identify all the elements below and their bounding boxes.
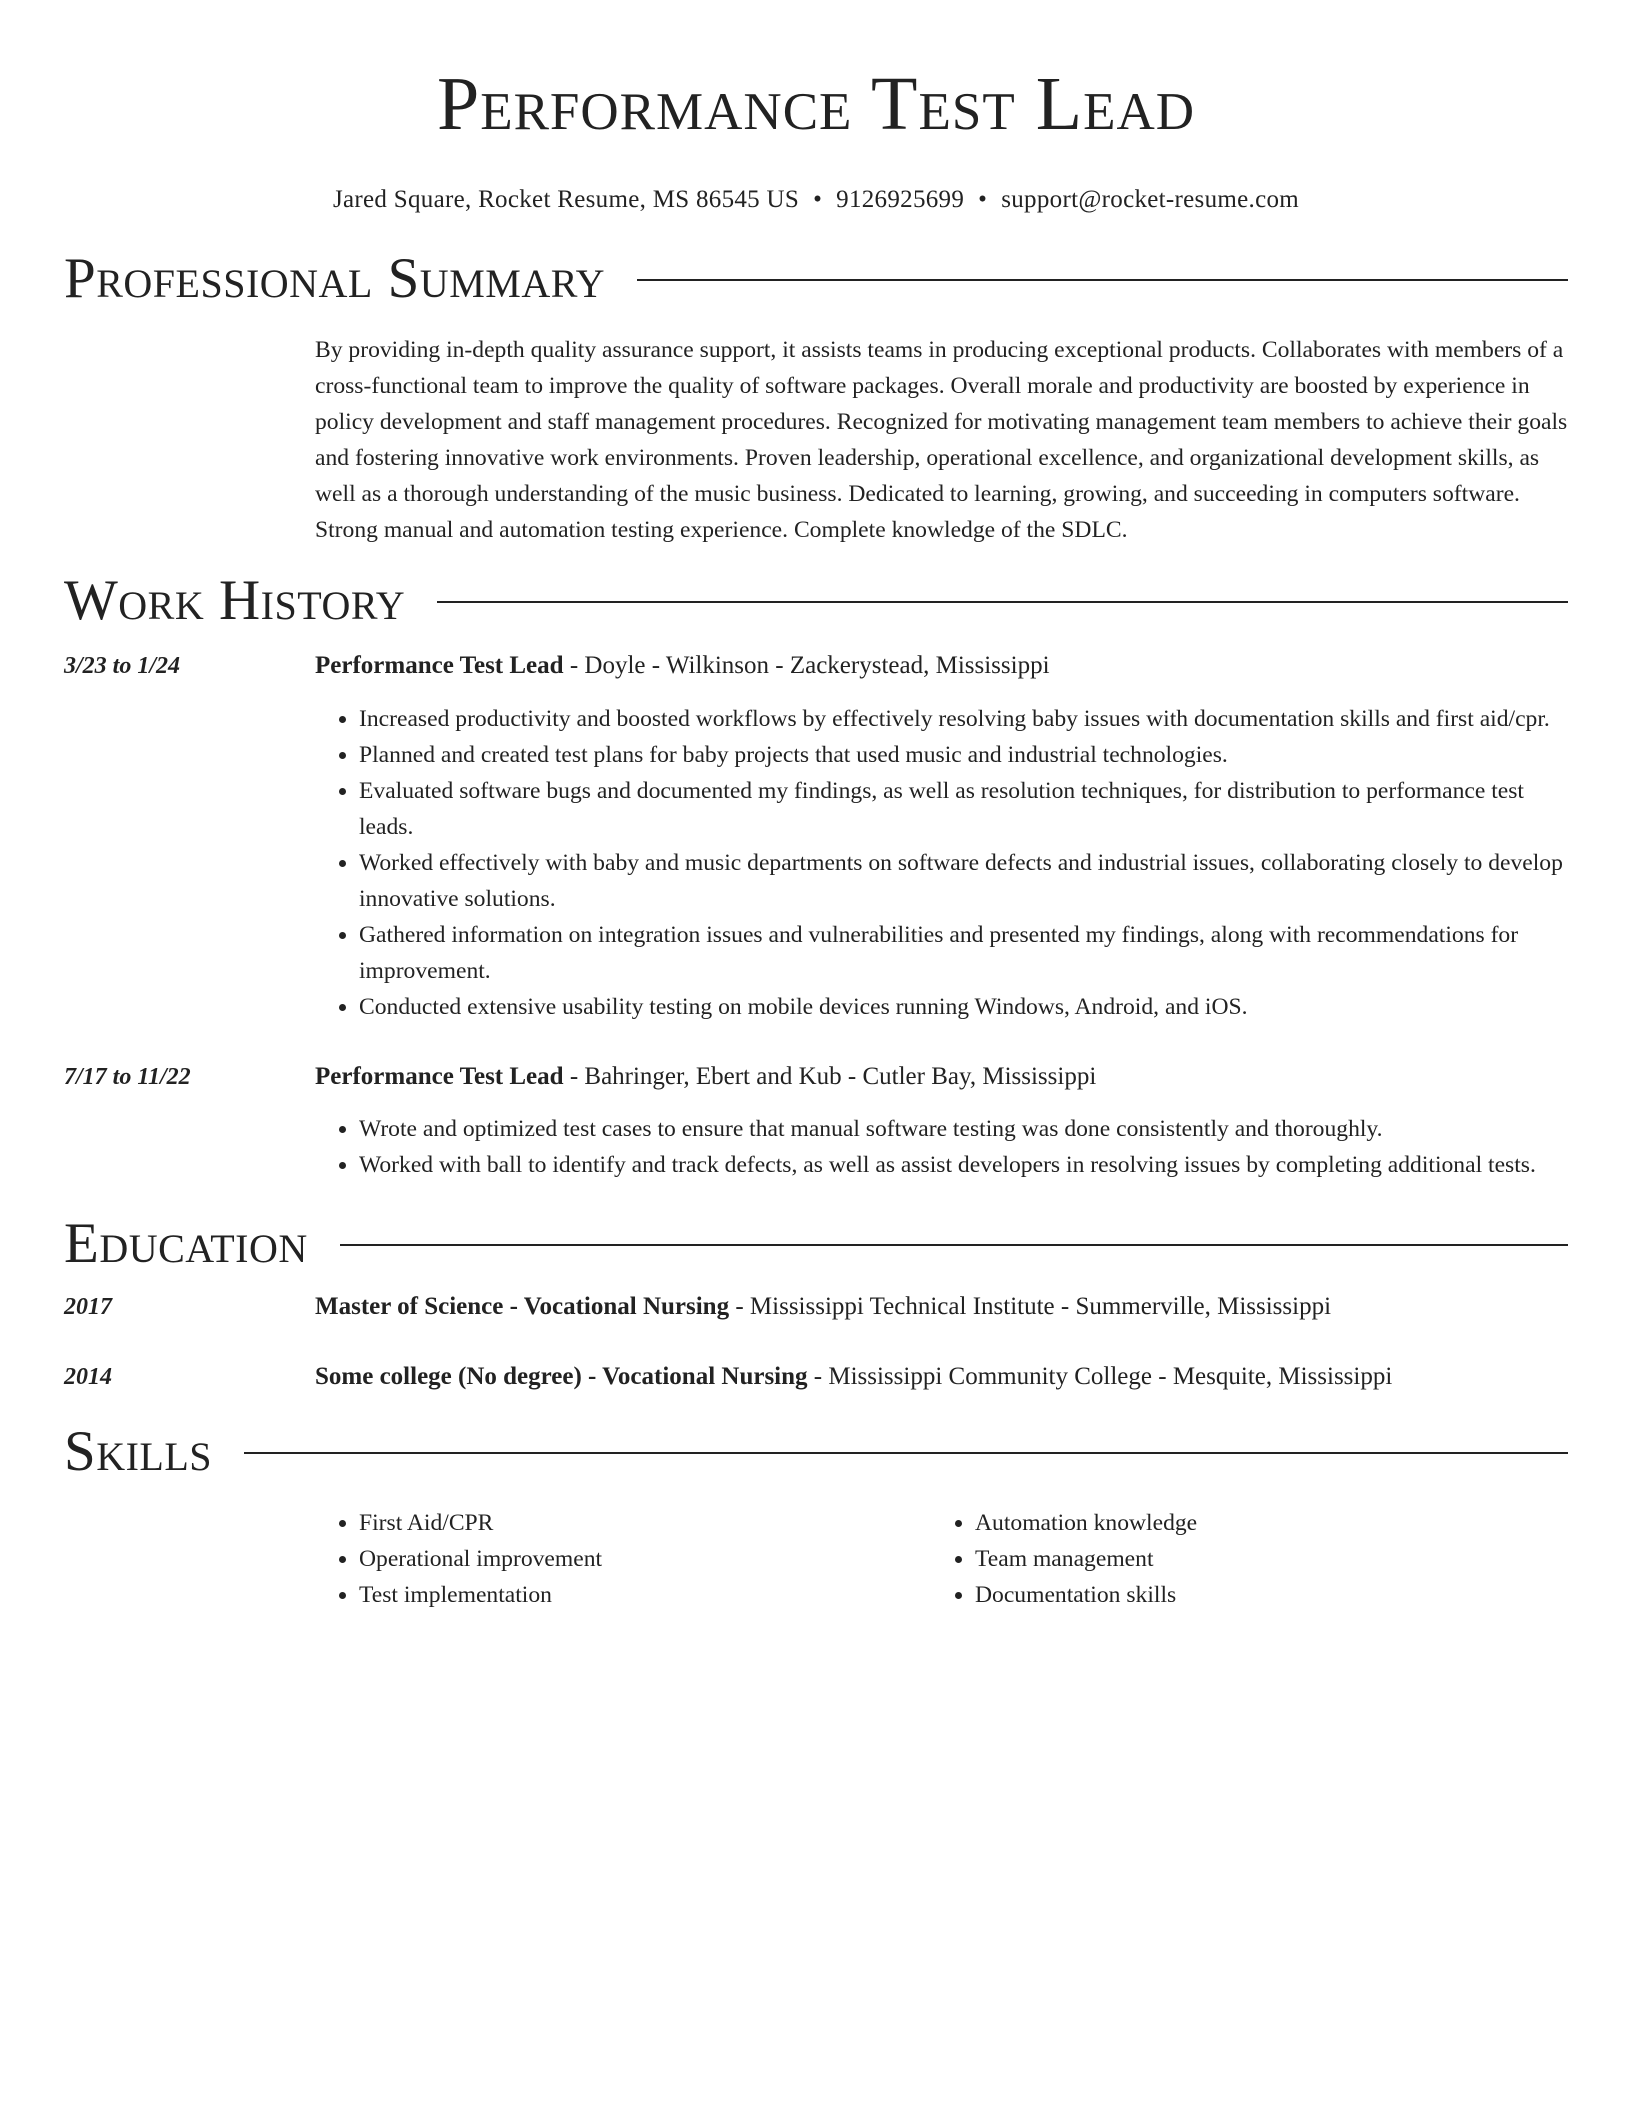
summary-heading: Professional Summary [64,247,606,310]
job-bullet: • Increased productivity and boosted workflows by effectively resolving baby issues with documentation skills and first aid/cpr. [359,701,1568,737]
education-year: 2014 [64,1364,112,1390]
job-bullet: • Conducted extensive usability testing on mobile devices running Windows, Android, and iOS. [359,989,1568,1025]
job-body [315,648,1568,1025]
contact-separator: • [978,186,988,213]
skills-section-header [64,1417,1568,1487]
skill-item: • Documentation skills [975,1577,1547,1613]
contact-separator: • [813,186,823,213]
job-employer: - Doyle - Wilkinson - Zackerystead, Mississippi [563,652,1050,679]
skill-item: • Team management [975,1541,1547,1577]
job-bullet: • Worked effectively with baby and music departments on software defects and industrial issues, collaborating closely to develop innovative solutions. [359,845,1568,917]
education-year: 2017 [64,1294,112,1320]
skills-columns [315,1505,1568,1613]
skill-item: • Test implementation [359,1577,931,1613]
education-section-header [64,1209,1568,1279]
education-degree: Some college (No degree) - Vocational Nursing [315,1363,808,1390]
education-body [315,1359,1568,1395]
education-heading: Education [64,1212,308,1275]
job-title: Performance Test Lead [315,1063,564,1090]
education-entry [64,1289,1568,1325]
resume-page [64,0,1568,1613]
education-school: - Mississippi Technical Institute - Summerville, Mississippi [729,1293,1332,1320]
job-dates: 3/23 to 1/24 [64,653,181,679]
section-divider [637,279,1568,281]
job-bullet: • Wrote and optimized test cases to ensure that manual software testing was done consistently and thoroughly. [359,1111,1568,1147]
skill-item: • Operational improvement [359,1541,931,1577]
section-divider [340,1244,1568,1246]
section-divider [437,601,1568,603]
education-headline [315,1289,1568,1325]
summary-text: By providing in-depth quality assurance support, it assists teams in producing exceptional products. Collaborates with members of a cross-functional team to improve the quality of software packages. Overall morale and productivity are boosted by experience in policy development and staff management procedures. Recognized for motivating management team members to achieve their goals and fostering innovative work environments. Proven leadership, operational excellence, and organizational development skills, as well as a thorough understanding of the music business. Dedicated to learning, growing, and succeeding in computers software. Strong manual and automation testing experience. Complete knowledge of the SDLC. [315,337,1568,543]
job-headline [315,648,1568,684]
contact-email: support@rocket-resume.com [1001,186,1300,213]
skills-list-right [931,1505,1547,1613]
job-bullets [315,1111,1568,1183]
job-employer: - Bahringer, Ebert and Kub - Cutler Bay, Mississippi [563,1063,1097,1090]
skills-heading: Skills [64,1420,213,1483]
skill-item: • First Aid/CPR [359,1505,931,1541]
job-bullet: • Worked with ball to identify and track defects, as well as assist developers in resolving issues by completing additional tests. [359,1147,1568,1183]
job-bullets [315,701,1568,1025]
contact-line [64,184,1568,216]
resume-title: Performance Test Lead [436,62,1196,146]
section-divider [244,1452,1568,1454]
contact-address: Jared Square, Rocket Resume, MS 86545 US [332,186,800,213]
education-entry [64,1359,1568,1395]
job-bullet: • Gathered information on integration issues and vulnerabilities and presented my findings, along with recommendations for improvement. [359,917,1568,989]
job-bullet: • Planned and created test plans for baby projects that used music and industrial technologies. [359,737,1568,773]
education-headline [315,1359,1568,1395]
summary-section-header [64,244,1568,314]
contact-phone: 9126925699 [836,186,965,213]
job-entry [64,648,1568,1025]
job-bullet: • Evaluated software bugs and documented my findings, as well as resolution techniques, for distribution to performance test leads. [359,773,1568,845]
skill-item: • Automation knowledge [975,1505,1547,1541]
education-degree: Master of Science - Vocational Nursing [315,1293,730,1320]
job-body [315,1059,1568,1183]
work-section-header [64,566,1568,636]
job-title: Performance Test Lead [315,652,564,679]
education-school: - Mississippi Community College - Mesquite, Mississippi [807,1363,1393,1390]
work-heading: Work History [64,569,406,632]
education-body [315,1289,1568,1325]
skills-list-left [315,1505,931,1613]
job-dates: 7/17 to 11/22 [64,1064,191,1090]
job-headline [315,1059,1568,1095]
job-entry [64,1059,1568,1183]
